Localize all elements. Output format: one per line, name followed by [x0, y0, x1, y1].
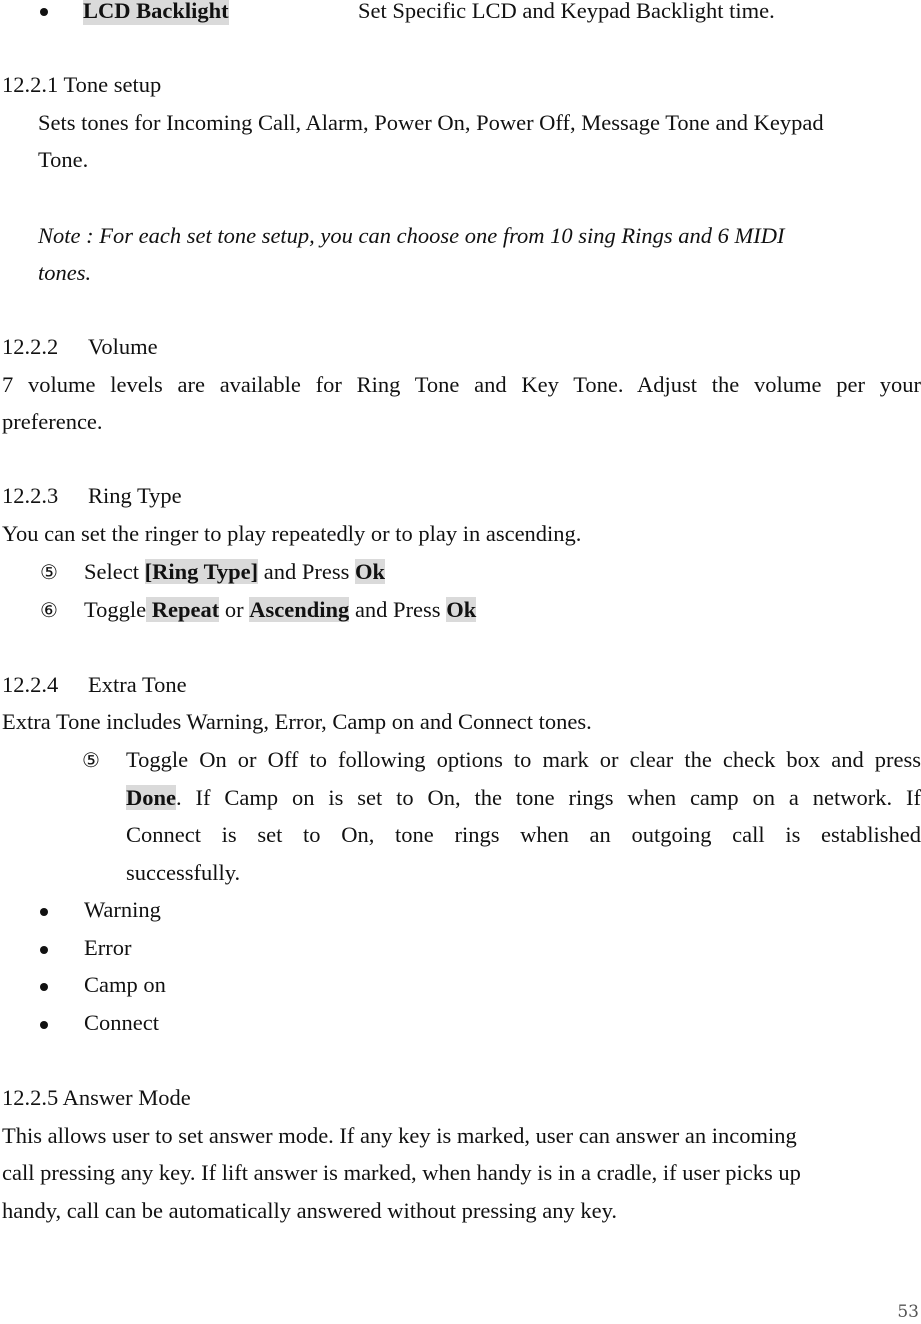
- volume-text-line-1: 7 volume levels are available for Ring Tone and Key Tone. Adjust the volume per your: [2, 372, 921, 397]
- extra-tone-step-line-3: Connect is set to On, tone rings when an outgoing call is established: [126, 822, 921, 847]
- extra-tone-section-title: Extra Tone: [88, 672, 187, 697]
- ring-type-desc: You can set the ringer to play repeatedly or to play in ascending.: [2, 521, 582, 546]
- answer-mode-line-3: handy, call can be automatically answered without pressing any key.: [2, 1198, 618, 1223]
- tone-setup-desc-line-2: Tone.: [38, 147, 89, 172]
- extra-tone-section-number: 12.2.4: [2, 672, 59, 697]
- ring-type-section-title: Ring Type: [88, 483, 182, 508]
- tone-setup-heading: 12.2.1 Tone setup: [2, 72, 162, 97]
- extra-tone-item-camp-on: Camp on: [84, 972, 166, 997]
- extra-tone-step-line-2: Done. If Camp on is set to On, the tone rings when camp on a network. If: [126, 785, 921, 810]
- ring-type-step-2: Toggle Repeat or Ascending and Press Ok: [84, 597, 477, 622]
- step-number-icon: ⑥: [40, 598, 58, 622]
- repeat-option-label: Repeat: [146, 597, 220, 622]
- answer-mode-heading: 12.2.5 Answer Mode: [2, 1085, 191, 1110]
- extra-tone-desc: Extra Tone includes Warning, Error, Camp on and Connect tones.: [2, 709, 592, 734]
- extra-tone-step-line-1: Toggle On or Off to following options to mark or clear the check box and press: [126, 747, 921, 772]
- ring-type-step-1: Select [Ring Type] and Press Ok: [84, 559, 386, 584]
- step-number-icon: ⑤: [40, 560, 58, 584]
- ok-key-label: Ok: [446, 597, 477, 622]
- step-number-icon: ⑤: [82, 748, 100, 772]
- bullet-icon: [40, 1021, 48, 1029]
- ring-type-menu-label: [Ring Type]: [144, 559, 259, 584]
- bullet-icon: [40, 983, 48, 991]
- extra-tone-item-connect: Connect: [84, 1010, 159, 1035]
- bullet-icon: [40, 946, 48, 954]
- lcd-backlight-label: LCD Backlight: [83, 0, 229, 25]
- answer-mode-line-1: This allows user to set answer mode. If any key is marked, user can answer an incoming: [2, 1123, 797, 1148]
- done-key-label: Done: [126, 785, 176, 810]
- extra-tone-step-line-4: successfully.: [126, 860, 241, 885]
- tone-setup-note-line-1: Note : For each set tone setup, you can choose one from 10 sing Rings and 6 MIDI: [38, 223, 785, 248]
- answer-mode-line-2: call pressing any key. If lift answer is marked, when handy is in a cradle, if user picks up: [2, 1160, 801, 1185]
- tone-setup-note-line-2: tones.: [38, 260, 92, 285]
- bullet-icon: [40, 908, 48, 916]
- lcd-backlight-desc: Set Specific LCD and Keypad Backlight time.: [358, 0, 775, 23]
- extra-tone-item-warning: Warning: [84, 897, 161, 922]
- volume-section-number: 12.2.2: [2, 334, 59, 359]
- bullet-icon: [40, 8, 48, 16]
- ok-key-label: Ok: [355, 559, 386, 584]
- volume-text-line-2: preference.: [2, 409, 103, 434]
- ascending-option-label: Ascending: [249, 597, 350, 622]
- ring-type-section-number: 12.2.3: [2, 483, 59, 508]
- extra-tone-item-error: Error: [84, 935, 132, 960]
- page-number: 53: [897, 1302, 919, 1322]
- volume-section-title: Volume: [88, 334, 158, 359]
- tone-setup-desc-line-1: Sets tones for Incoming Call, Alarm, Power On, Power Off, Message Tone and Keypad: [38, 110, 824, 135]
